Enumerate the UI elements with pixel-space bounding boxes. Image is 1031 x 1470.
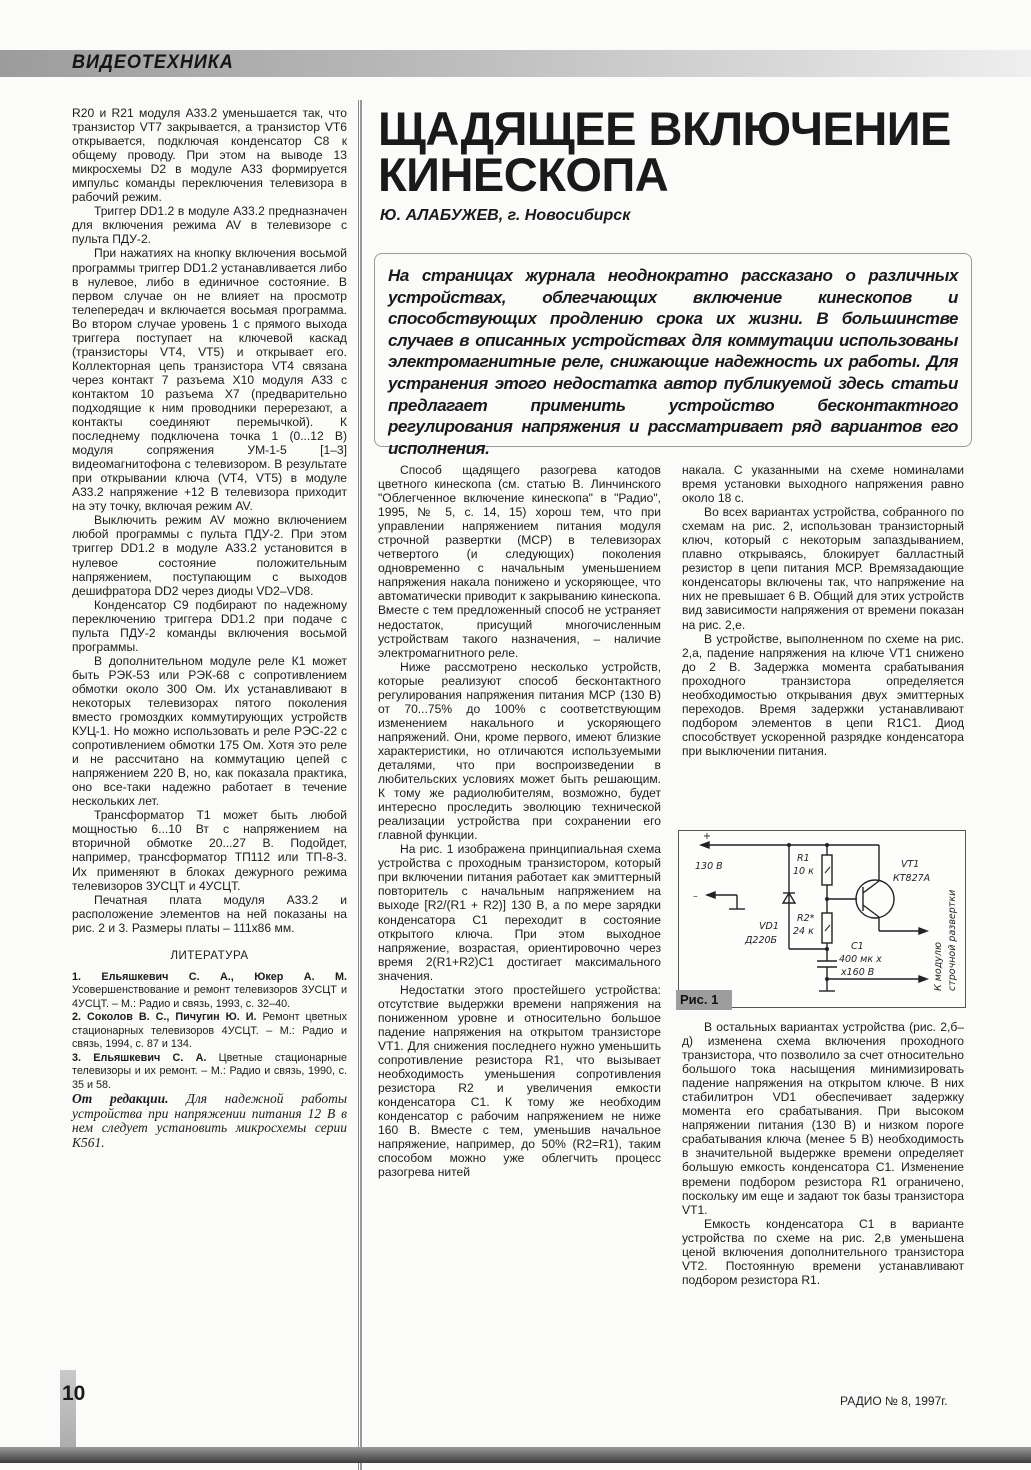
minus-terminal-label: – (693, 891, 698, 902)
output-label-line1: К модулю (933, 941, 944, 991)
paragraph: Выключить режим AV можно включением любой программы с пульта ПДУ-2. При этом триггер DD1.2 в модуле А33.2 установится в нулевое состояние положительным напряжением, поступающим с выходов дешифратора DD2 через диоды VD2–VD8. (72, 513, 347, 598)
r1-value: 10 к (793, 866, 814, 877)
paragraph: В дополнительном модуле реле К1 может быть РЭК-53 или РЭК-68 с сопротивлением обмотки около 300 Ом. Их устанавливают в некоторых телевизорах пятого поколения вместо громоздких коммутирующих устройств КУЦ-1. Но можно использовать и реле РЭС-22 с сопротивлением обмотки 175 Ом. Хотя это реле и не рассчитано на коммутацию цепей с напряжением 220 В, но, как показала практика, оно все-таки надежно работает в течение нескольких лет. (72, 653, 347, 809)
reference-authors: 2. Соколов В. С., Пичугин Ю. И. (72, 1011, 257, 1024)
output-label-line2: строчной развертки (947, 889, 958, 991)
lead-text: На страницах журнала неоднократно рассказано о различных устройствах, облегчающих включение кинескопов и способствующих продлению срока их жизни. В большинстве случаев в описанных устройствах для коммутации использованы электромагнитные реле, снижающие надежность их работы. Для устранения этого недостатка автор публикуемой здесь статьи предлагает применить устройство бесконтактного регулирования напряжения и рассматривает ряд вариантов его исполнения. (388, 266, 958, 458)
paragraph: Печатная плата модуля А33.2 и расположение элементов на ней показаны на рис. 2 и 3. Размеры платы – 111x86 мм. (72, 892, 347, 935)
section-label: ВИДЕОТЕХНИКА (72, 52, 234, 73)
scan-edge-shadow (0, 1447, 1031, 1463)
reference-text: Цветные стационарные телевизоры и их ремонт. – М.: Радио и связь, 1990, с. 35 и 58. (72, 1051, 347, 1091)
left-column (72, 106, 347, 1150)
plus-terminal-label: + (703, 831, 711, 842)
title-line: ЩАДЯЩЕЕ ВКЛЮЧЕНИЕ (378, 102, 951, 155)
reference-text: Ремонт цветных стационарных телевизоров 4УСЦТ. – М.: Радио и связь, 1994, с. 87 и 134. (72, 1011, 347, 1051)
c1-voltage: х160 В (841, 967, 875, 978)
reference-authors: 1. Ельяшкевич С. А., Юкер А. М. (72, 970, 347, 983)
paragraph: Конденсатор С9 подбирают по надежному переключению триггера DD1.2 при подаче с пульта ПДУ-2 команды включения восьмой программы. (72, 597, 347, 654)
circuit-diagram (679, 831, 965, 1007)
page-number: 10 (62, 1382, 86, 1405)
r1-name: R1 (797, 853, 810, 864)
article-title (378, 102, 951, 201)
figure-1-label: Рис. 1 (676, 990, 732, 1010)
paragraph: Трансформатор Т1 может быть любой мощностью 6...10 Вт с напряжением на вторичной обмотке 20...27 В. Подойдет, например, трансформатор ТП112 или ТП-8-3. Их применяют в блоках дежурного режима телевизоров 3УСЦТ и 4УСЦТ. (72, 808, 347, 893)
paragraph: На рис. 1 изображена принципиальная схема устройства с проходным транзистором, который при включении питания работает как эмиттерный повторитель с начальным напряжением на выходе [R2/(R1 + R2)] 130 В, а по мере зарядки конденсатора С1 переходит в состояние открытого ключа. При этом выходное напряжение, возрастая, ориентировочно через время 2(R1+R2)C1 достигает максимального значения. (378, 842, 661, 983)
column-divider (358, 100, 362, 1470)
right-column-bottom (682, 1020, 964, 1287)
reference-item (72, 1011, 347, 1052)
paragraph: При нажатиях на кнопку включения восьмой программы триггер DD1.2 устанавливается либо в нулевое, либо в единичное состояние. В первом случае он не влияет на просмотр телепередач и включается восьмая программа. Во втором случае уровень 1 с прямого выхода триггера поступает на ключевой каскад (транзисторы VT4, VT5) и открывает его. Коллекторная цепь транзистора VT4 связана через контакт 7 разъема X10 модуля А33 с контактом 10 разъема X7 (предварительно подходящие к ним проводники перерезают, а контакты соединяют перемычкой). К последнему подключена точка 1 (0...12 В) модуля сопряжения УМ-1-5 [1–3] видеомагнитофона с телевизором. В результате при открывании ключа (VT4, VT5) в модуле А33.2 напряжение +12 В телевизора приходит на эту точку, включая режим AV. (72, 246, 347, 514)
vd1-type: Д220Б (745, 935, 778, 946)
r2-value: 24 к (793, 926, 814, 937)
vt1-type: КТ827А (893, 873, 931, 884)
vd1-name: VD1 (759, 921, 779, 932)
c1-name: C1 (851, 941, 864, 952)
right-column-top (682, 463, 964, 758)
figure-1-schematic (678, 830, 966, 1008)
title-line: КИНЕСКОПА (378, 148, 669, 201)
vt1-name: VT1 (901, 859, 920, 870)
editor-note-text: Для надежной работы устройства при напряжении питания 12 В в нем следует установить микросхемы серии К561. (72, 1091, 347, 1150)
paragraph: Ниже рассмотрено несколько устройств, которые реализуют способ бесконтактного регулирования напряжения питания МСР (130 В) от 70...75% до 100% с соответствующим изменением накального и ускоряющего напряжений. Они, кроме первого, имеют близкие характеристики, но отличаются используемыми деталями, что при воспроизведении в любительских условиях может быть решающим. К тому же радиолюбителям, возможно, будет интересно проследить эволюцию технической реализации устройства при сохранении его главной функции. (378, 659, 661, 843)
r2-name: R2* (797, 913, 815, 924)
paragraph: Во всех вариантах устройства, собранного по схемам на рис. 2, использован транзисторный ключ, который с некоторым запаздыванием, плавно открываясь, блокирует балластный резистор в цепи питания МСР. Времязадающие конденсаторы включены так, что напряжение на них не превышает 6 В. Общий для этих устройств вид зависимости напряжения от времени показан на рис. 2,е. (682, 505, 964, 632)
reference-authors: 3. Ельяшкевич С. А. (72, 1051, 207, 1064)
c1-value: 400 мк х (839, 954, 882, 965)
paragraph: Емкость конденсатора С1 в варианте устройства по схеме на рис. 2,в уменьшена ценой включения дополнительного транзистора VT2. Постоянную времени устанавливают подбором резистора R1. (682, 1216, 964, 1287)
paragraph: В остальных вариантах устройства (рис. 2,б–д) изменена схема включения проходного транзистора, что позволило за счет относительно большого тока насыщения минимизировать падение напряжения на открытом ключе. В них стабилитрон VD1 обеспечивает задержку момента его срабатывания. При высоком напряжении питания (130 В) и низком пороге срабатывания ключа (менее 5 В) необходимость в значительной выдержке времени определяет большую емкость конденсатора С1. Изменение времени подбором резистора R1 ограничено, поскольку им еще и задают ток базы транзистора VT1. (682, 1020, 964, 1217)
paragraph: Недостатки этого простейшего устройства: отсутствие выдержки времени напряжения на пониженном уровне и относительно большое падение напряжения на открытом транзисторе VT1. Для снижения последнего нужно уменьшить сопротивление резистора R1, что вызывает необходимость уменьшения сопротивления резистора R2 и увеличения емкости конденсатора С1. К тому же необходим конденсатор с рабочим напряжением не ниже 160 В. Вместе с тем, уменьшив начальное напряжение, например, до 50% (R2=R1), таким способом можно уже облегчить процесс разогрева нитей (378, 982, 661, 1180)
issue-label: РАДИО № 8, 1997г. (840, 1394, 948, 1408)
reference-item (72, 971, 347, 1012)
reference-item (72, 1052, 347, 1093)
editor-note (72, 1092, 347, 1150)
editor-note-label: От редакции. (72, 1091, 169, 1107)
reference-text: Усовершенствование и ремонт телевизоров 3УСЦТ и 4УСЦТ. – М.: Радио и связь, 1993, с. 32–40. (72, 984, 347, 1010)
paragraph: R20 и R21 модуля А33.2 уменьшается так, что транзистор VT7 закрывается, а транзистор VT6 открывается, подключая конденсатор С8 к общему проводу. При этом на выводе 13 микросхемы D2 в модуле А33 формируется импульс команды переключения телевизора в рабочий режим. (72, 106, 347, 205)
literature-heading: ЛИТЕРАТУРА (170, 949, 249, 962)
paragraph: Триггер DD1.2 в модуле А33.2 предназначен для включения режима AV в телевизоре с пульта ПДУ-2. (72, 204, 347, 247)
paragraph: В устройстве, выполненном по схеме на рис. 2,а, падение напряжения на ключе VT1 снижено до 2 В. Задержка момента срабатывания проходного транзистора определяется необходимостью открывания двух эмиттерных переходов. Время задержки устанавливают подбором элементов в цепи R1C1. Диод способствует ускоренной разрядке конденсатора при выключении питания. (682, 631, 964, 758)
article-author: Ю. АЛАБУЖЕВ, г. Новосибирск (380, 207, 631, 224)
supply-voltage-label: 130 В (695, 861, 723, 872)
middle-column (378, 463, 661, 1179)
paragraph: Способ щадящего разогрева катодов цветного кинескопа (см. статью В. Линчинского "Облегченное включение кинескопа" в "Радио", 1995, № 5, с. 14, 15) хорош тем, что при управлении напряжением питания модуля строчной развертки (МСР) в телевизорах четвертого (и следующих) поколения одновременно с начальным уменьшением напряжения накала понижено и ускоряющее, что автоматически приводит к закрыванию кинескопа. Вместе с тем предложенный способ не устраняет недостаток, присущий многочисленным устройствам такого назначения, – наличие электромагнитного реле. (378, 463, 661, 660)
paragraph: накала. С указанными на схеме номиналами время установки выходного напряжения равно около 18 с. (682, 463, 964, 506)
